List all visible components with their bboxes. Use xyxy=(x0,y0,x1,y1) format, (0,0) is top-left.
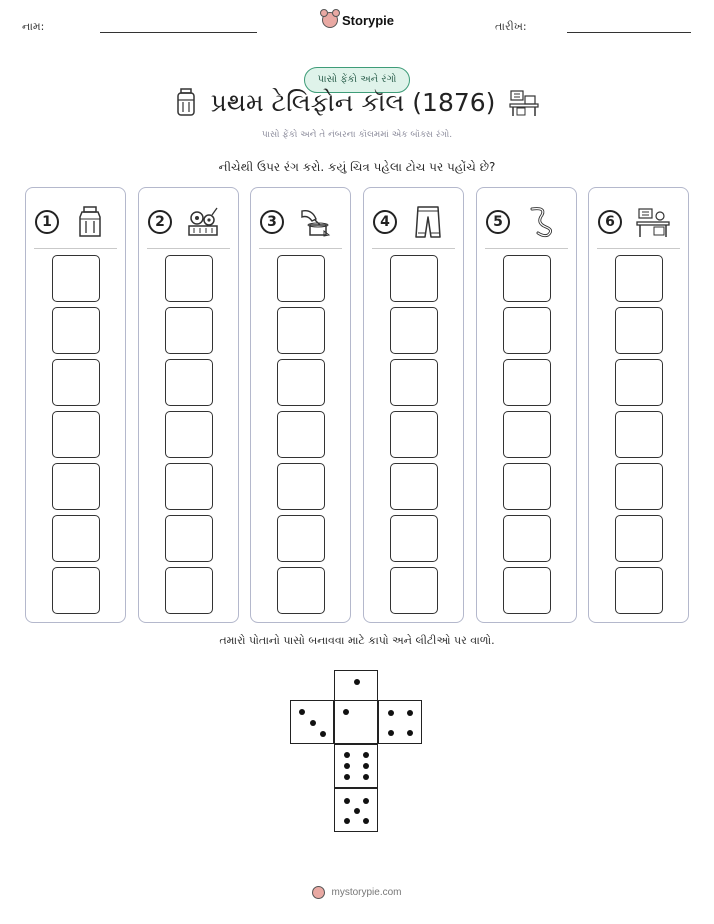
date-label: તારીખ: xyxy=(495,20,527,33)
color-box[interactable] xyxy=(390,411,438,458)
color-box[interactable] xyxy=(52,567,100,614)
column-1 xyxy=(25,187,126,623)
color-box[interactable] xyxy=(615,567,663,614)
color-box[interactable] xyxy=(52,515,100,562)
color-box[interactable] xyxy=(503,515,551,562)
column-header xyxy=(148,202,232,242)
color-box[interactable] xyxy=(165,567,213,614)
die-face-6 xyxy=(334,744,378,788)
color-box[interactable] xyxy=(52,255,100,302)
color-box[interactable] xyxy=(615,411,663,458)
column-2 xyxy=(138,187,239,623)
die-pip xyxy=(388,710,394,716)
die-pip xyxy=(407,730,413,736)
color-box[interactable] xyxy=(615,515,663,562)
color-box[interactable] xyxy=(277,463,325,510)
color-box[interactable] xyxy=(390,359,438,406)
column-divider xyxy=(597,248,680,249)
column-header xyxy=(373,202,457,242)
die-pip xyxy=(320,731,326,737)
color-box[interactable] xyxy=(165,255,213,302)
die-face-3 xyxy=(290,700,334,744)
die-pip xyxy=(344,798,350,804)
color-box[interactable] xyxy=(277,515,325,562)
color-box[interactable] xyxy=(165,359,213,406)
color-box[interactable] xyxy=(503,255,551,302)
column-header xyxy=(486,202,570,242)
die-pip xyxy=(343,709,349,715)
column-header xyxy=(598,202,682,242)
color-box[interactable] xyxy=(615,307,663,354)
lab-workbench-icon xyxy=(509,88,539,118)
color-box[interactable] xyxy=(503,411,551,458)
color-box[interactable] xyxy=(165,515,213,562)
column-divider xyxy=(485,248,568,249)
die-pip xyxy=(310,720,316,726)
brand-name: Storypie xyxy=(342,12,395,28)
column-6 xyxy=(588,187,689,623)
color-box[interactable] xyxy=(52,307,100,354)
date-line xyxy=(567,32,691,33)
brand-logo xyxy=(322,12,394,28)
column-number: 3 xyxy=(260,210,284,234)
column-number: 5 xyxy=(486,210,510,234)
column-number: 2 xyxy=(148,210,172,234)
column-header xyxy=(35,202,119,242)
die-pip xyxy=(344,818,350,824)
color-box[interactable] xyxy=(277,255,325,302)
instruction: નીચેથી ઉપર રંગ કરો. કયું ચિત્ર પહેલા ટોચ પર પહોંચે છે? xyxy=(218,160,496,174)
column-divider xyxy=(147,248,230,249)
wire-icon xyxy=(524,205,558,239)
column-divider xyxy=(34,248,117,249)
bear-logo-icon xyxy=(322,12,338,28)
die-pip xyxy=(363,752,369,758)
roll-and-color-badge: પાસો ફેંકો અને રંગો xyxy=(304,67,410,93)
die-pip xyxy=(344,752,350,758)
color-box[interactable] xyxy=(52,359,100,406)
column-divider xyxy=(259,248,342,249)
color-box[interactable] xyxy=(52,463,100,510)
column-5 xyxy=(476,187,577,623)
die-pip xyxy=(388,730,394,736)
subtitle: પાસો ફેંકો અને તે નંબરના કૉલમમાં એક બૉક્સ રંગો. xyxy=(261,130,453,140)
footer xyxy=(0,886,714,899)
color-box[interactable] xyxy=(390,463,438,510)
die-pip xyxy=(354,808,360,814)
die-pip xyxy=(344,763,350,769)
column-3 xyxy=(250,187,351,623)
title-row xyxy=(0,88,714,118)
color-box[interactable] xyxy=(390,307,438,354)
die-face-5 xyxy=(334,788,378,832)
page-title: પ્રથમ ટેલિફોન કૉલ (1876) xyxy=(210,88,496,117)
name-line xyxy=(100,32,257,33)
workbench-icon xyxy=(636,205,670,239)
color-box[interactable] xyxy=(615,359,663,406)
color-box[interactable] xyxy=(277,359,325,406)
footer-url[interactable]: mystorypie.com xyxy=(331,887,402,898)
bear-logo-icon xyxy=(312,886,325,899)
color-box[interactable] xyxy=(503,307,551,354)
color-box[interactable] xyxy=(165,307,213,354)
name-label: નામ: xyxy=(22,20,45,33)
color-box[interactable] xyxy=(52,411,100,458)
column-number: 1 xyxy=(35,210,59,234)
color-box[interactable] xyxy=(615,463,663,510)
die-pip xyxy=(354,679,360,685)
die-pip xyxy=(299,709,305,715)
color-box[interactable] xyxy=(165,411,213,458)
die-pip xyxy=(363,774,369,780)
phonograph-icon xyxy=(298,205,332,239)
color-box[interactable] xyxy=(390,255,438,302)
column-divider xyxy=(372,248,455,249)
bottle-battery-icon xyxy=(73,205,107,239)
color-box[interactable] xyxy=(390,515,438,562)
color-box[interactable] xyxy=(503,567,551,614)
column-header xyxy=(260,202,344,242)
color-box[interactable] xyxy=(277,567,325,614)
die-face-1 xyxy=(334,700,378,744)
column-4 xyxy=(363,187,464,623)
color-box[interactable] xyxy=(615,255,663,302)
column-number: 6 xyxy=(598,210,622,234)
color-box[interactable] xyxy=(277,307,325,354)
battery-jar-icon xyxy=(175,88,197,118)
color-box[interactable] xyxy=(165,463,213,510)
gears-machine-icon xyxy=(186,205,220,239)
die-pip xyxy=(363,763,369,769)
die-face-4 xyxy=(378,700,422,744)
color-box[interactable] xyxy=(503,359,551,406)
cut-instruction: તમારો પોતાનો પાસો બનાવવા માટે કાપો અને લીટીઓ પર વાળો. xyxy=(219,634,495,647)
color-box[interactable] xyxy=(503,463,551,510)
die-pip xyxy=(363,798,369,804)
die-pip xyxy=(344,774,350,780)
color-box[interactable] xyxy=(390,567,438,614)
die-pip xyxy=(407,710,413,716)
die-pip xyxy=(363,818,369,824)
color-box[interactable] xyxy=(277,411,325,458)
column-number: 4 xyxy=(373,210,397,234)
trousers-icon xyxy=(411,205,445,239)
